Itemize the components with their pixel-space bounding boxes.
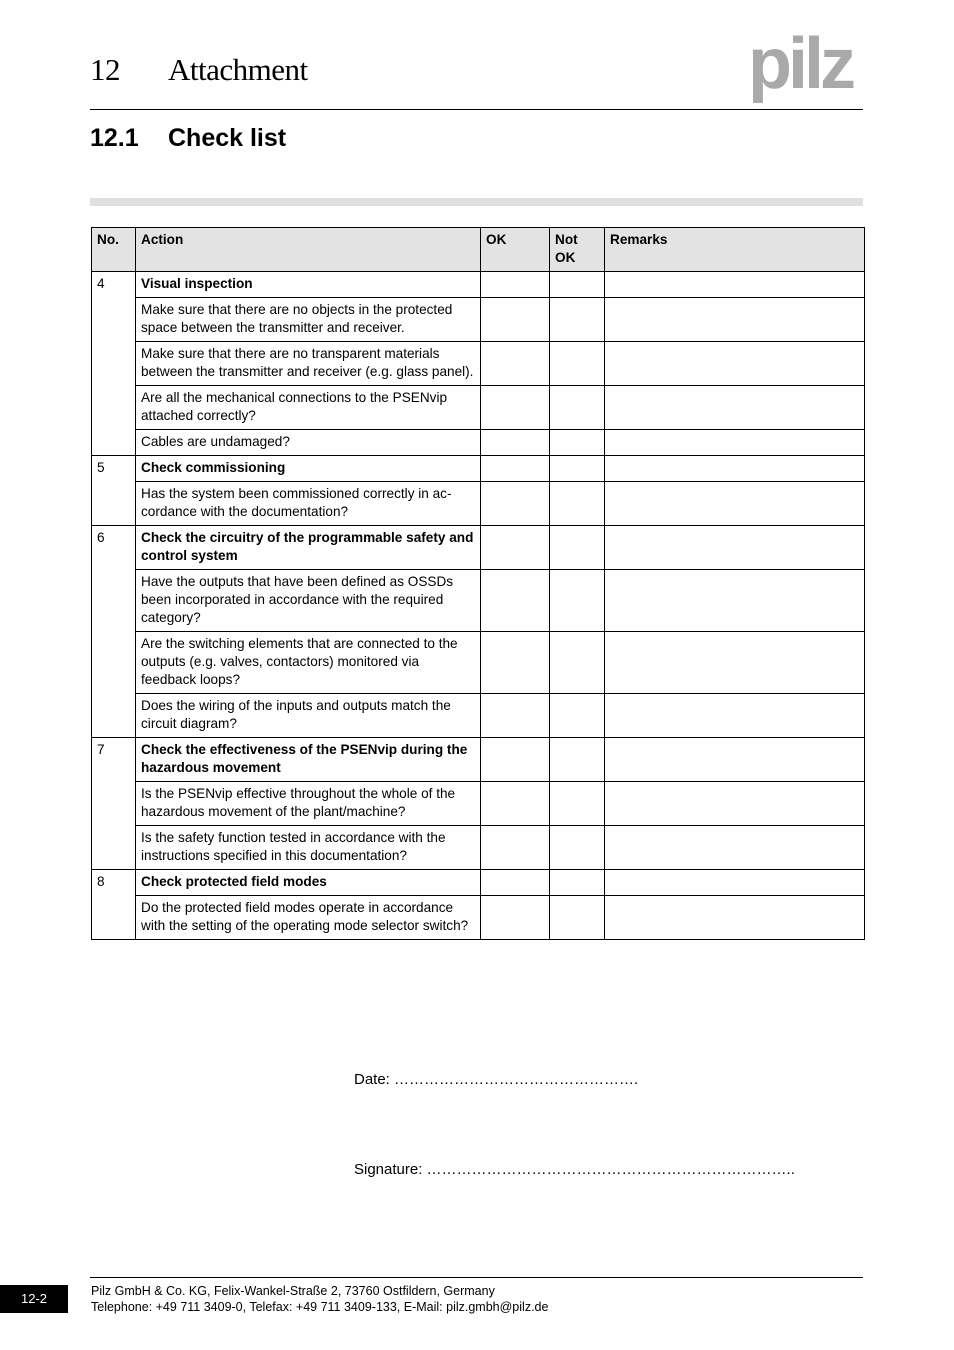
row-action: Make sure that there are no transparent materials between the transmitter and receiver (e.g. glass panel). [136, 342, 481, 386]
table-row [92, 342, 865, 386]
table-row [92, 738, 865, 782]
row-remarks-cell [605, 342, 865, 386]
row-action: Visual inspection [136, 272, 481, 298]
table-row [92, 782, 865, 826]
row-number [92, 694, 136, 738]
row-remarks-cell [605, 298, 865, 342]
row-number [92, 386, 136, 430]
row-remarks-cell [605, 896, 865, 940]
table-row [92, 694, 865, 738]
row-number [92, 298, 136, 342]
header-action: Action [136, 228, 481, 272]
check-list-table [91, 227, 865, 940]
row-not-ok-cell [550, 570, 605, 632]
header-remarks: Remarks [605, 228, 865, 272]
row-remarks-cell [605, 526, 865, 570]
section-title [90, 124, 286, 153]
row-remarks-cell [605, 456, 865, 482]
row-ok-cell [481, 870, 550, 896]
row-not-ok-cell [550, 526, 605, 570]
row-number: 7 [92, 738, 136, 782]
chapter-number: 12 [90, 52, 120, 87]
row-remarks-cell [605, 782, 865, 826]
row-not-ok-cell [550, 870, 605, 896]
row-action: Are the switching elements that are connected to the outputs (e.g. valves, contactors) monitored via feedback loops? [136, 632, 481, 694]
row-not-ok-cell [550, 632, 605, 694]
row-action: Have the outputs that have been defined as OSSDs been incorporated in accordance with the required category? [136, 570, 481, 632]
section-divider-bar [90, 198, 863, 206]
row-number: 8 [92, 870, 136, 896]
row-remarks-cell [605, 870, 865, 896]
row-remarks-cell [605, 632, 865, 694]
row-not-ok-cell [550, 430, 605, 456]
row-number [92, 570, 136, 632]
footer [91, 1283, 548, 1315]
row-ok-cell [481, 694, 550, 738]
row-ok-cell [481, 896, 550, 940]
row-not-ok-cell [550, 782, 605, 826]
row-action: Check protected field modes [136, 870, 481, 896]
row-remarks-cell [605, 570, 865, 632]
table-row [92, 870, 865, 896]
header-not-ok: Not OK [550, 228, 605, 272]
row-ok-cell [481, 430, 550, 456]
row-number [92, 632, 136, 694]
row-not-ok-cell [550, 694, 605, 738]
row-action: Check the circuitry of the programmable safety and control system [136, 526, 481, 570]
table-row [92, 570, 865, 632]
row-number: 5 [92, 456, 136, 482]
chapter-title [90, 52, 308, 88]
header-ok: OK [481, 228, 550, 272]
row-not-ok-cell [550, 386, 605, 430]
row-number [92, 482, 136, 526]
signature-field: Signature: ……………………………………………………………….. [354, 1161, 795, 1178]
row-ok-cell [481, 482, 550, 526]
row-remarks-cell [605, 482, 865, 526]
table-row [92, 272, 865, 298]
table-row [92, 526, 865, 570]
row-ok-cell [481, 298, 550, 342]
row-remarks-cell [605, 826, 865, 870]
footer-contact: Telephone: +49 711 3409-0, Telefax: +49 711 3409-133, E-Mail: pilz.gmbh@pilz.de [91, 1300, 549, 1314]
row-remarks-cell [605, 386, 865, 430]
row-not-ok-cell [550, 482, 605, 526]
row-number [92, 430, 136, 456]
row-action: Has the system been commissioned correctly in ac-cordance with the documentation? [136, 482, 481, 526]
table-row [92, 386, 865, 430]
row-number [92, 782, 136, 826]
row-remarks-cell [605, 694, 865, 738]
row-action: Does the wiring of the inputs and outputs match the circuit diagram? [136, 694, 481, 738]
row-action: Check the effectiveness of the PSENvip during the hazardous movement [136, 738, 481, 782]
row-number: 6 [92, 526, 136, 570]
date-field: Date: …………………………………………. [354, 1071, 639, 1088]
row-ok-cell [481, 782, 550, 826]
row-number [92, 826, 136, 870]
row-not-ok-cell [550, 272, 605, 298]
row-ok-cell [481, 738, 550, 782]
footer-rule [90, 1277, 863, 1278]
row-action: Are all the mechanical connections to the PSENvip attached correctly? [136, 386, 481, 430]
row-ok-cell [481, 526, 550, 570]
row-number [92, 342, 136, 386]
row-remarks-cell [605, 738, 865, 782]
row-not-ok-cell [550, 456, 605, 482]
row-not-ok-cell [550, 342, 605, 386]
table-row [92, 298, 865, 342]
row-ok-cell [481, 272, 550, 298]
table-row [92, 430, 865, 456]
row-ok-cell [481, 632, 550, 694]
row-not-ok-cell [550, 896, 605, 940]
row-ok-cell [481, 342, 550, 386]
row-action: Do the protected field modes operate in accordance with the setting of the operating mode selector switch? [136, 896, 481, 940]
table-row [92, 896, 865, 940]
section-name: Check list [168, 124, 287, 152]
row-not-ok-cell [550, 826, 605, 870]
table-row [92, 456, 865, 482]
row-not-ok-cell [550, 738, 605, 782]
row-ok-cell [481, 570, 550, 632]
row-number: 4 [92, 272, 136, 298]
page-number-badge: 12-2 [0, 1285, 68, 1313]
table-header-row [92, 228, 865, 272]
row-remarks-cell [605, 272, 865, 298]
row-action: Check commissioning [136, 456, 481, 482]
row-remarks-cell [605, 430, 865, 456]
row-action: Cables are undamaged? [136, 430, 481, 456]
table-row [92, 632, 865, 694]
row-ok-cell [481, 456, 550, 482]
table-row [92, 482, 865, 526]
row-ok-cell [481, 386, 550, 430]
table-row [92, 826, 865, 870]
row-action: Make sure that there are no objects in the protected space between the transmitter and receiver. [136, 298, 481, 342]
row-action: Is the PSENvip effective throughout the whole of the hazardous movement of the plant/machine? [136, 782, 481, 826]
header-no: No. [92, 228, 136, 272]
table-body [92, 272, 865, 940]
chapter-name: Attachment [168, 52, 308, 87]
footer-address: Pilz GmbH & Co. KG, Felix-Wankel-Straße 2, 73760 Ostfildern, Germany [91, 1284, 495, 1298]
pilz-logo: pilz [748, 24, 852, 104]
header-rule [90, 109, 863, 110]
section-number: 12.1 [90, 124, 139, 152]
row-ok-cell [481, 826, 550, 870]
row-action: Is the safety function tested in accordance with the instructions specified in this documentation? [136, 826, 481, 870]
row-number [92, 896, 136, 940]
row-not-ok-cell [550, 298, 605, 342]
